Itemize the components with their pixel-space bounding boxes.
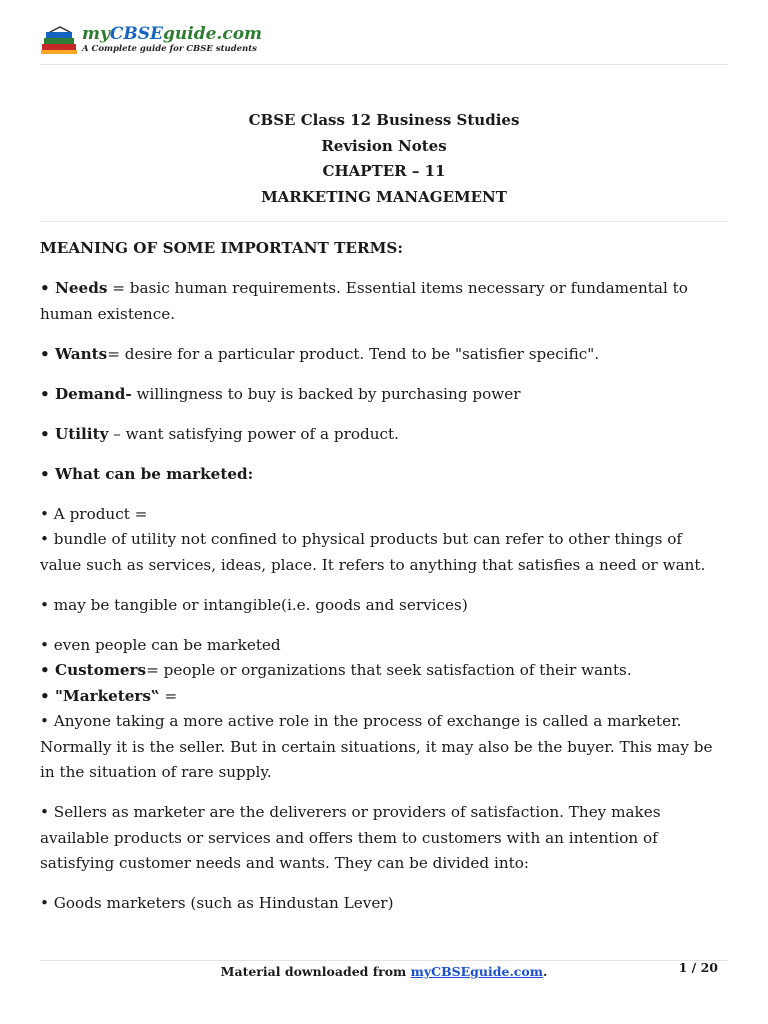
list-item-product: • A product = <box>40 504 148 523</box>
term-needs: • Needs = basic human requirements. Essential items necessary or fundamental to human existence. <box>40 279 688 323</box>
term-customers: • Customers= people or organizations that seek satisfaction of their wants. <box>40 661 632 679</box>
footer-divider <box>40 960 728 961</box>
list-item-anyone: • Anyone taking a more active role in the process of exchange is called a marketer. Normally it is the seller. But in certain situations, it may also be the buyer. This may be in the situation of rare supply. <box>40 712 713 781</box>
title-line-course: CBSE Class 12 Business Studies <box>248 111 520 129</box>
page-footer <box>40 962 728 986</box>
list-item-goods: • Goods marketers (such as Hindustan Lever) <box>40 894 394 912</box>
term-demand: • Demand- willingness to buy is backed by purchasing power <box>40 384 521 403</box>
title-line-notes: Revision Notes <box>321 136 447 155</box>
term-wants: • Wants= desire for a particular product. Tend to be "satisfier specific". <box>40 344 600 363</box>
logo-tagline: A Complete guide for CBSE students <box>82 44 257 54</box>
title-divider <box>40 221 728 222</box>
list-item-tangible: • may be tangible or intangible(i.e. goods and services) <box>40 595 468 614</box>
books-logo-icon <box>40 26 80 56</box>
list-item-bundle: • bundle of utility not confined to physical products but can refer to other things of value such as services, ideas, place. It refers to anything that satisfies a need or want. <box>40 530 706 574</box>
site-logo[interactable] <box>40 26 262 56</box>
term-marketers: • "Marketers‟ = <box>40 686 178 705</box>
document-body <box>40 236 728 931</box>
section-heading: MEANING OF SOME IMPORTANT TERMS: <box>40 239 404 257</box>
logo-brand: myCBSEguide.com <box>82 24 263 44</box>
list-item-sellers: • Sellers as marketer are the deliverers or providers of satisfaction. They makes available products or services and offers them to customers with an intention of satisfying customer needs and wants. They can be divided into: <box>40 803 661 872</box>
document-title <box>40 108 728 210</box>
title-line-chapter: CHAPTER – 11 <box>322 162 446 180</box>
term-marketed: • What can be marketed: <box>40 464 254 483</box>
footer-credit: Material downloaded from myCBSEguide.com. <box>220 964 548 979</box>
page-header <box>40 24 728 65</box>
list-item-people: • even people can be marketed <box>40 635 281 654</box>
footer-site-link[interactable]: myCBSEguide.com <box>410 964 543 979</box>
title-line-topic: MARKETING MANAGEMENT <box>261 187 507 206</box>
page-number: 1 / 20 <box>678 960 718 975</box>
term-utility: • Utility – want satisfying power of a product. <box>40 424 399 443</box>
